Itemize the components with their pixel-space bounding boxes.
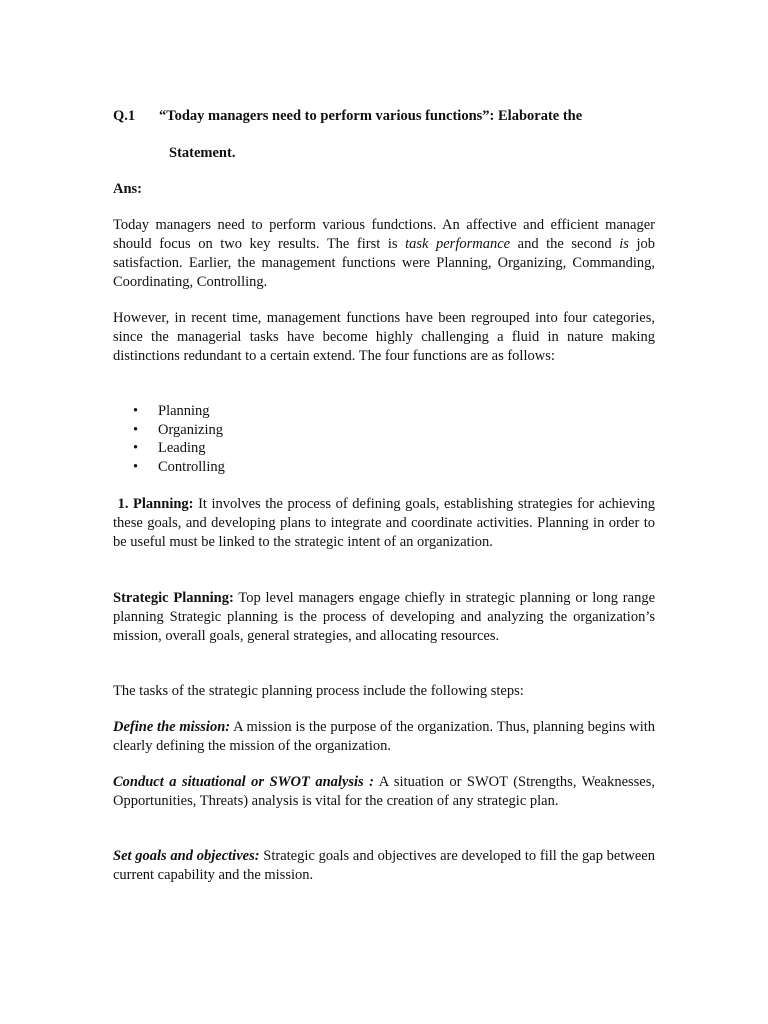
planning-text: It involves the process of defining goals, establishing strategies for achieving these goals, and developing plans to integrate and coordinate activities. Planning in order to be useful must be linked to the strategic intent of an organization. — [113, 496, 656, 550]
bullet-icon: • — [133, 403, 139, 419]
answer-label: Ans: — [113, 181, 143, 197]
list-item-label: Controlling — [158, 459, 225, 476]
swot-text: A situation or SWOT (Strengths, Weaknesses, Opportunities, Threats) analysis is vital for the creation of any strategic plan. — [113, 774, 655, 809]
question-line — [113, 108, 582, 125]
tasks-intro: The tasks of the strategic planning process include the following steps: — [113, 683, 524, 699]
planning-heading: 1. Planning: — [117, 496, 194, 512]
strategic-planning-heading: Strategic Planning: — [113, 590, 234, 606]
swot-heading: Conduct a situational or SWOT analysis : — [113, 774, 375, 790]
question-text: “Today managers need to perform various functions”: Elaborate the — [159, 108, 583, 124]
intro-italic-task-performance: task performance — [405, 236, 511, 252]
bullet-icon: • — [133, 421, 139, 438]
list-item — [113, 458, 225, 477]
define-mission-paragraph — [113, 718, 655, 756]
list-item-label: Organizing — [158, 421, 223, 438]
goals-heading: Set goals and objectives: — [113, 848, 260, 864]
goals-text: Strategic goals and objectives are developed to fill the gap between current capability and the mission. — [113, 848, 655, 883]
goals-paragraph — [113, 847, 655, 885]
intro-text-1: Today managers need to perform various fundctions. An affective and efficient manager should focus on two key results. The first is — [113, 217, 655, 252]
intro-text-2: and the second — [510, 236, 620, 252]
functions-list — [113, 402, 225, 477]
list-item — [113, 402, 225, 421]
swot-paragraph — [113, 773, 655, 811]
regroup-paragraph: However, in recent time, management functions have been regrouped into four categories, since the managerial tasks have become highly challenging a fluid in nature making distinctions redundant to a certain extend. The four functions are as follows: — [113, 310, 655, 364]
bullet-icon: • — [133, 440, 139, 457]
intro-text-3: job satisfaction. Earlier, the management functions were Planning, Organizing, Commanding, Coordinating, Controlling. — [113, 236, 656, 290]
list-item — [113, 421, 225, 440]
strategic-planning-paragraph — [113, 589, 655, 646]
planning-paragraph — [113, 495, 655, 552]
list-item-label: Leading — [158, 440, 206, 457]
question-number: Q.1 — [113, 108, 136, 124]
define-mission-heading: Define the mission: — [113, 719, 231, 735]
strategic-planning-text: Top level managers engage chiefly in strategic planning or long range planning Strategic planning is the process of developing and analyzing the organization’s mission, overall goals, general strategies, and allocating resources. — [113, 590, 656, 644]
intro-italic-is: is — [619, 236, 629, 252]
list-item — [113, 439, 225, 458]
define-mission-text: A mission is the purpose of the organization. Thus, planning begins with clearly defining the mission of the organization. — [113, 719, 656, 754]
question-text-continued: Statement. — [169, 145, 236, 161]
bullet-icon: • — [133, 459, 139, 476]
list-item-label: Planning — [158, 403, 210, 419]
intro-paragraph — [113, 216, 655, 292]
